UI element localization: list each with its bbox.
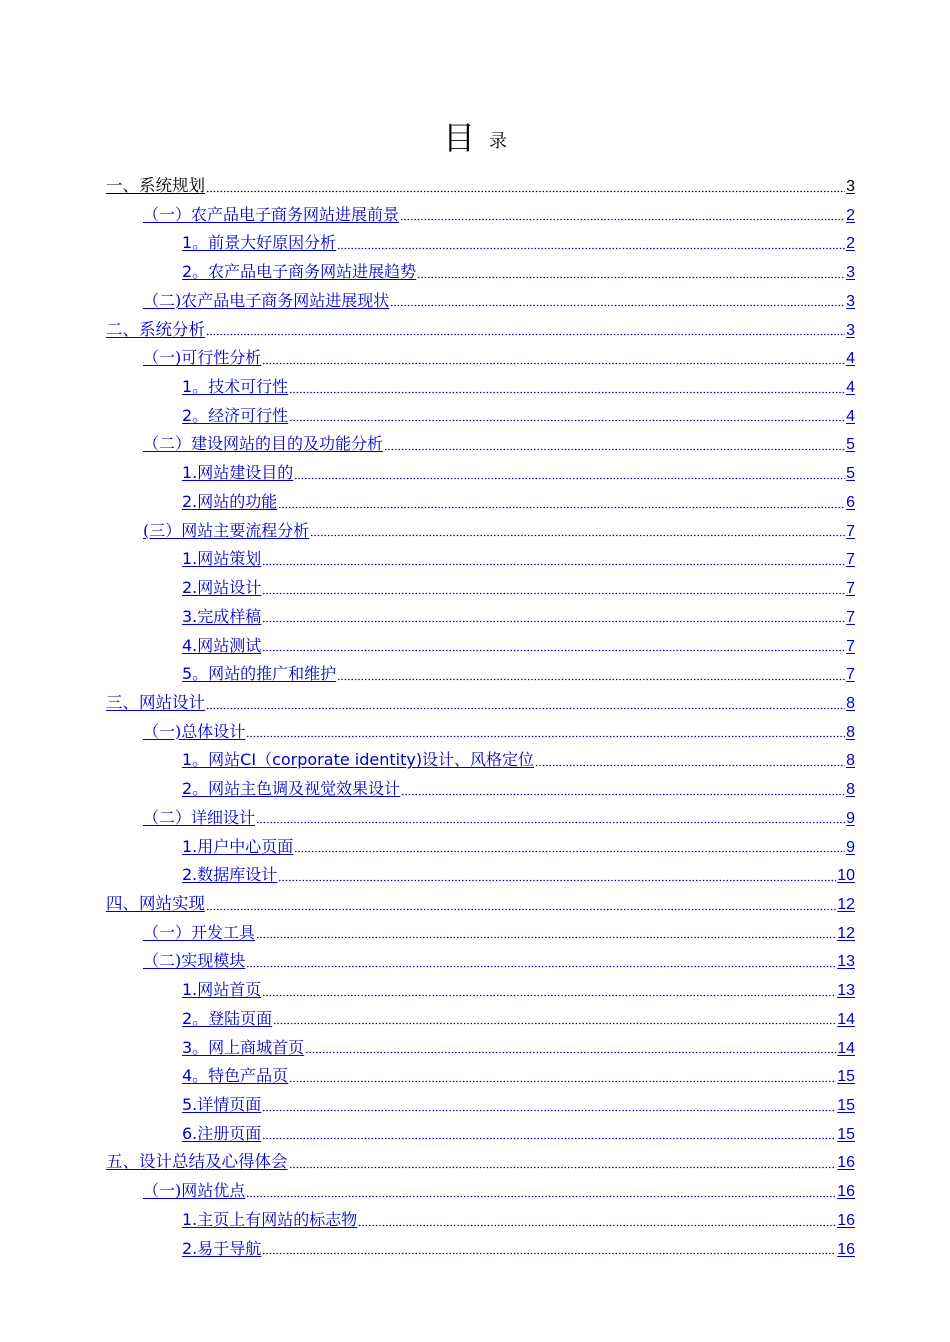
toc-dot-leader [278,866,836,882]
toc-entry-page-number: 15 [837,1125,855,1143]
toc-dot-leader [262,608,845,624]
toc-entry-page-number: 6 [846,493,855,511]
toc-entry[interactable] [143,943,855,971]
toc-entry[interactable] [182,1030,855,1058]
toc-entry-page-number: 14 [837,1039,855,1057]
toc-entry-page-number: 8 [846,694,855,712]
toc-entry-label: 6.注册页面 [182,1123,262,1143]
toc-dot-leader [262,981,836,997]
toc-entry-label: 1.网站首页 [182,980,262,1000]
toc-entry-label: （一）农产品电子商务网站进展前景 [143,204,400,224]
toc-entry[interactable] [182,972,855,1000]
toc-dot-leader [262,1240,836,1256]
toc-entry[interactable] [182,628,855,656]
toc-dot-leader [289,1067,836,1083]
toc-entry[interactable] [143,426,855,454]
toc-dot-leader [358,1211,836,1227]
toc-entry-label: 5.详情页面 [182,1095,262,1115]
toc-entry-label: （二）详细设计 [143,807,256,827]
toc-entry-page-number: 3 [846,292,855,310]
toc-entry-label: （二）建设网站的目的及功能分析 [143,434,384,454]
toc-entry[interactable] [106,312,855,340]
toc-entry-page-number: 15 [837,1097,855,1115]
toc-entry-page-number: 7 [846,580,855,598]
toc-entry-label: 1.网站建设目的 [182,463,294,483]
toc-entry-label: （一）开发工具 [143,922,256,942]
toc-dot-leader [262,1125,836,1141]
toc-entry-page-number: 16 [837,1240,855,1258]
toc-entry[interactable] [106,685,855,713]
toc-entry[interactable] [182,857,855,885]
toc-entry[interactable] [143,340,855,368]
toc-entry[interactable] [182,455,855,483]
toc-entry-page-number: 16 [837,1183,855,1201]
toc-dot-leader [273,1010,836,1026]
toc-entry-label: （二)实现模块 [143,951,246,971]
toc-entry[interactable] [182,225,855,253]
toc-entry[interactable] [143,197,855,225]
toc-entry-label: 1。前景大好原因分析 [182,233,337,253]
toc-dot-leader [262,637,845,653]
toc-entry[interactable] [182,1116,855,1144]
toc-dot-leader [256,809,845,825]
toc-entry-page-number: 10 [837,867,855,885]
toc-entry-label: 5。网站的推广和维护 [182,664,337,684]
toc-entry[interactable] [182,1087,855,1115]
toc-entry[interactable] [182,1058,855,1086]
toc-title-sub: 录 [489,131,507,152]
toc-entry[interactable] [143,283,855,311]
toc-entry[interactable] [182,1202,855,1230]
toc-dot-leader [262,579,845,595]
toc-entry-label: 2.易于导航 [182,1238,262,1258]
toc-entry[interactable] [143,915,855,943]
toc-entry[interactable] [182,541,855,569]
toc-entry[interactable] [182,254,855,282]
toc-entry-label: （一)总体设计 [143,721,246,741]
toc-entry-label: 四、网站实现 [106,894,205,913]
toc-dot-leader [384,435,845,451]
toc-entry-page-number: 16 [837,1211,855,1229]
toc-entry-label: 1。网站CI（corporate identity)设计、风格定位 [182,750,535,770]
toc-dot-leader [262,349,845,365]
toc-dot-leader [401,780,845,796]
toc-entry-page-number: 3 [846,321,855,339]
toc-entry-page-number: 7 [846,551,855,569]
toc-dot-leader [390,292,845,308]
toc-entry[interactable] [182,771,855,799]
toc-entry-label: （一)网站优点 [143,1181,246,1201]
toc-dot-leader [289,407,845,423]
toc-title-main: 目 [442,119,475,157]
toc-entry-label: 4。特色产品页 [182,1066,289,1086]
toc-entry[interactable] [182,1231,855,1259]
toc-entry-label: 1.主页上有网站的标志物 [182,1209,358,1229]
toc-dot-leader [294,838,845,854]
toc-entry-page-number: 5 [846,436,855,454]
toc-entry-page-number: 8 [846,723,855,741]
toc-dot-leader [246,723,845,739]
toc-entry-label: 五、设计总结及心得体会 [106,1152,288,1172]
toc-dot-leader [294,464,845,480]
toc-dot-leader [305,1039,836,1055]
toc-entry-page-number: 5 [846,465,855,483]
toc-entry-page-number: 2 [846,206,855,224]
toc-entry-label: （一)可行性分析 [143,348,262,368]
toc-entry-page-number: 7 [846,666,855,684]
toc-entry[interactable] [182,599,855,627]
toc-entry[interactable] [182,369,855,397]
toc-entry-page-number: 4 [846,350,855,368]
toc-dot-leader [246,1182,836,1198]
toc-dot-leader [246,952,836,968]
toc-entry[interactable] [106,886,855,914]
toc-entry[interactable] [143,1173,855,1201]
toc-dot-leader [535,751,845,767]
toc-entry-label: 1.用户中心页面 [182,836,294,856]
toc-entry-page-number: 16 [837,1154,855,1172]
toc-entry-label: 一、系统规划 [106,176,205,195]
toc-entry-page-number: 15 [837,1068,855,1086]
toc-entry-label: 3.完成样稿 [182,606,262,626]
toc-title [0,118,950,164]
toc-entry-label: 1。技术可行性 [182,377,289,397]
toc-entry-label: （二)农产品电子商务网站进展现状 [143,290,390,310]
toc-entry-page-number: 14 [837,1010,855,1028]
toc-entry[interactable] [182,656,855,684]
toc-dot-leader [262,550,845,566]
toc-dot-leader [206,694,845,710]
toc-entry-page-number: 3 [846,178,855,195]
toc-entry[interactable] [182,398,855,426]
toc-entry-label: 二、系统分析 [106,319,205,339]
toc-dot-leader [206,177,845,193]
toc-dot-leader [206,321,845,337]
toc-dot-leader [278,493,845,509]
toc-entry-label: 2。网站主色调及视觉效果设计 [182,779,401,799]
toc-entry-label: 2.网站的功能 [182,491,278,511]
toc-dot-leader [310,522,845,538]
toc-entry[interactable] [182,1001,855,1029]
toc-entry[interactable] [182,570,855,598]
toc-entry-page-number: 4 [846,379,855,397]
toc-dot-leader [289,1153,837,1169]
toc-entry-page-number: 13 [837,953,855,971]
toc-dot-leader [289,378,845,394]
toc-entry-page-number: 8 [846,781,855,799]
toc-entry[interactable] [106,1144,855,1172]
toc-entry-label: 3。网上商城首页 [182,1037,305,1057]
toc-entry[interactable] [143,513,855,541]
toc-entry-page-number: 3 [846,264,855,282]
toc-dot-leader [256,924,836,940]
toc-entry-label: 三、网站设计 [106,692,205,712]
toc-entry-label: 2。登陆页面 [182,1008,273,1028]
toc-entry-page-number: 12 [837,924,855,942]
toc-entry-page-number: 2 [846,235,855,253]
toc-entry-page-number: 9 [846,809,855,827]
toc-dot-leader [337,234,845,250]
toc-entry-page-number: 7 [846,637,855,655]
toc-entry-label: 4.网站测试 [182,635,262,655]
toc-entry-page-number: 9 [846,838,855,856]
toc-entry-page-number: 12 [837,896,855,913]
toc-entry-label: 2。农产品电子商务网站进展趋势 [182,262,417,282]
toc-entry-label: 2.网站设计 [182,578,262,598]
toc-dot-leader [337,665,845,681]
toc-dot-leader [262,1096,836,1112]
toc-entry-page-number: 13 [837,982,855,1000]
toc-dot-leader [206,895,836,911]
toc-entry[interactable] [182,742,855,770]
toc-entry[interactable] [143,714,855,742]
toc-entry-page-number: 7 [846,522,855,540]
toc-entry-page-number: 4 [846,407,855,425]
toc-entry-label: 2.数据库设计 [182,865,278,885]
toc-entry-label: 1.网站策划 [182,549,262,569]
toc-entry[interactable] [106,168,855,196]
toc-entry-page-number: 8 [846,752,855,770]
toc-entry-label: (三）网站主要流程分析 [143,520,310,540]
toc-entry[interactable] [143,800,855,828]
toc-dot-leader [417,263,845,279]
toc-entry-label: 2。经济可行性 [182,405,289,425]
toc-entry[interactable] [182,829,855,857]
toc-entry-page-number: 7 [846,608,855,626]
toc-entry[interactable] [182,484,855,512]
toc-dot-leader [400,206,845,222]
